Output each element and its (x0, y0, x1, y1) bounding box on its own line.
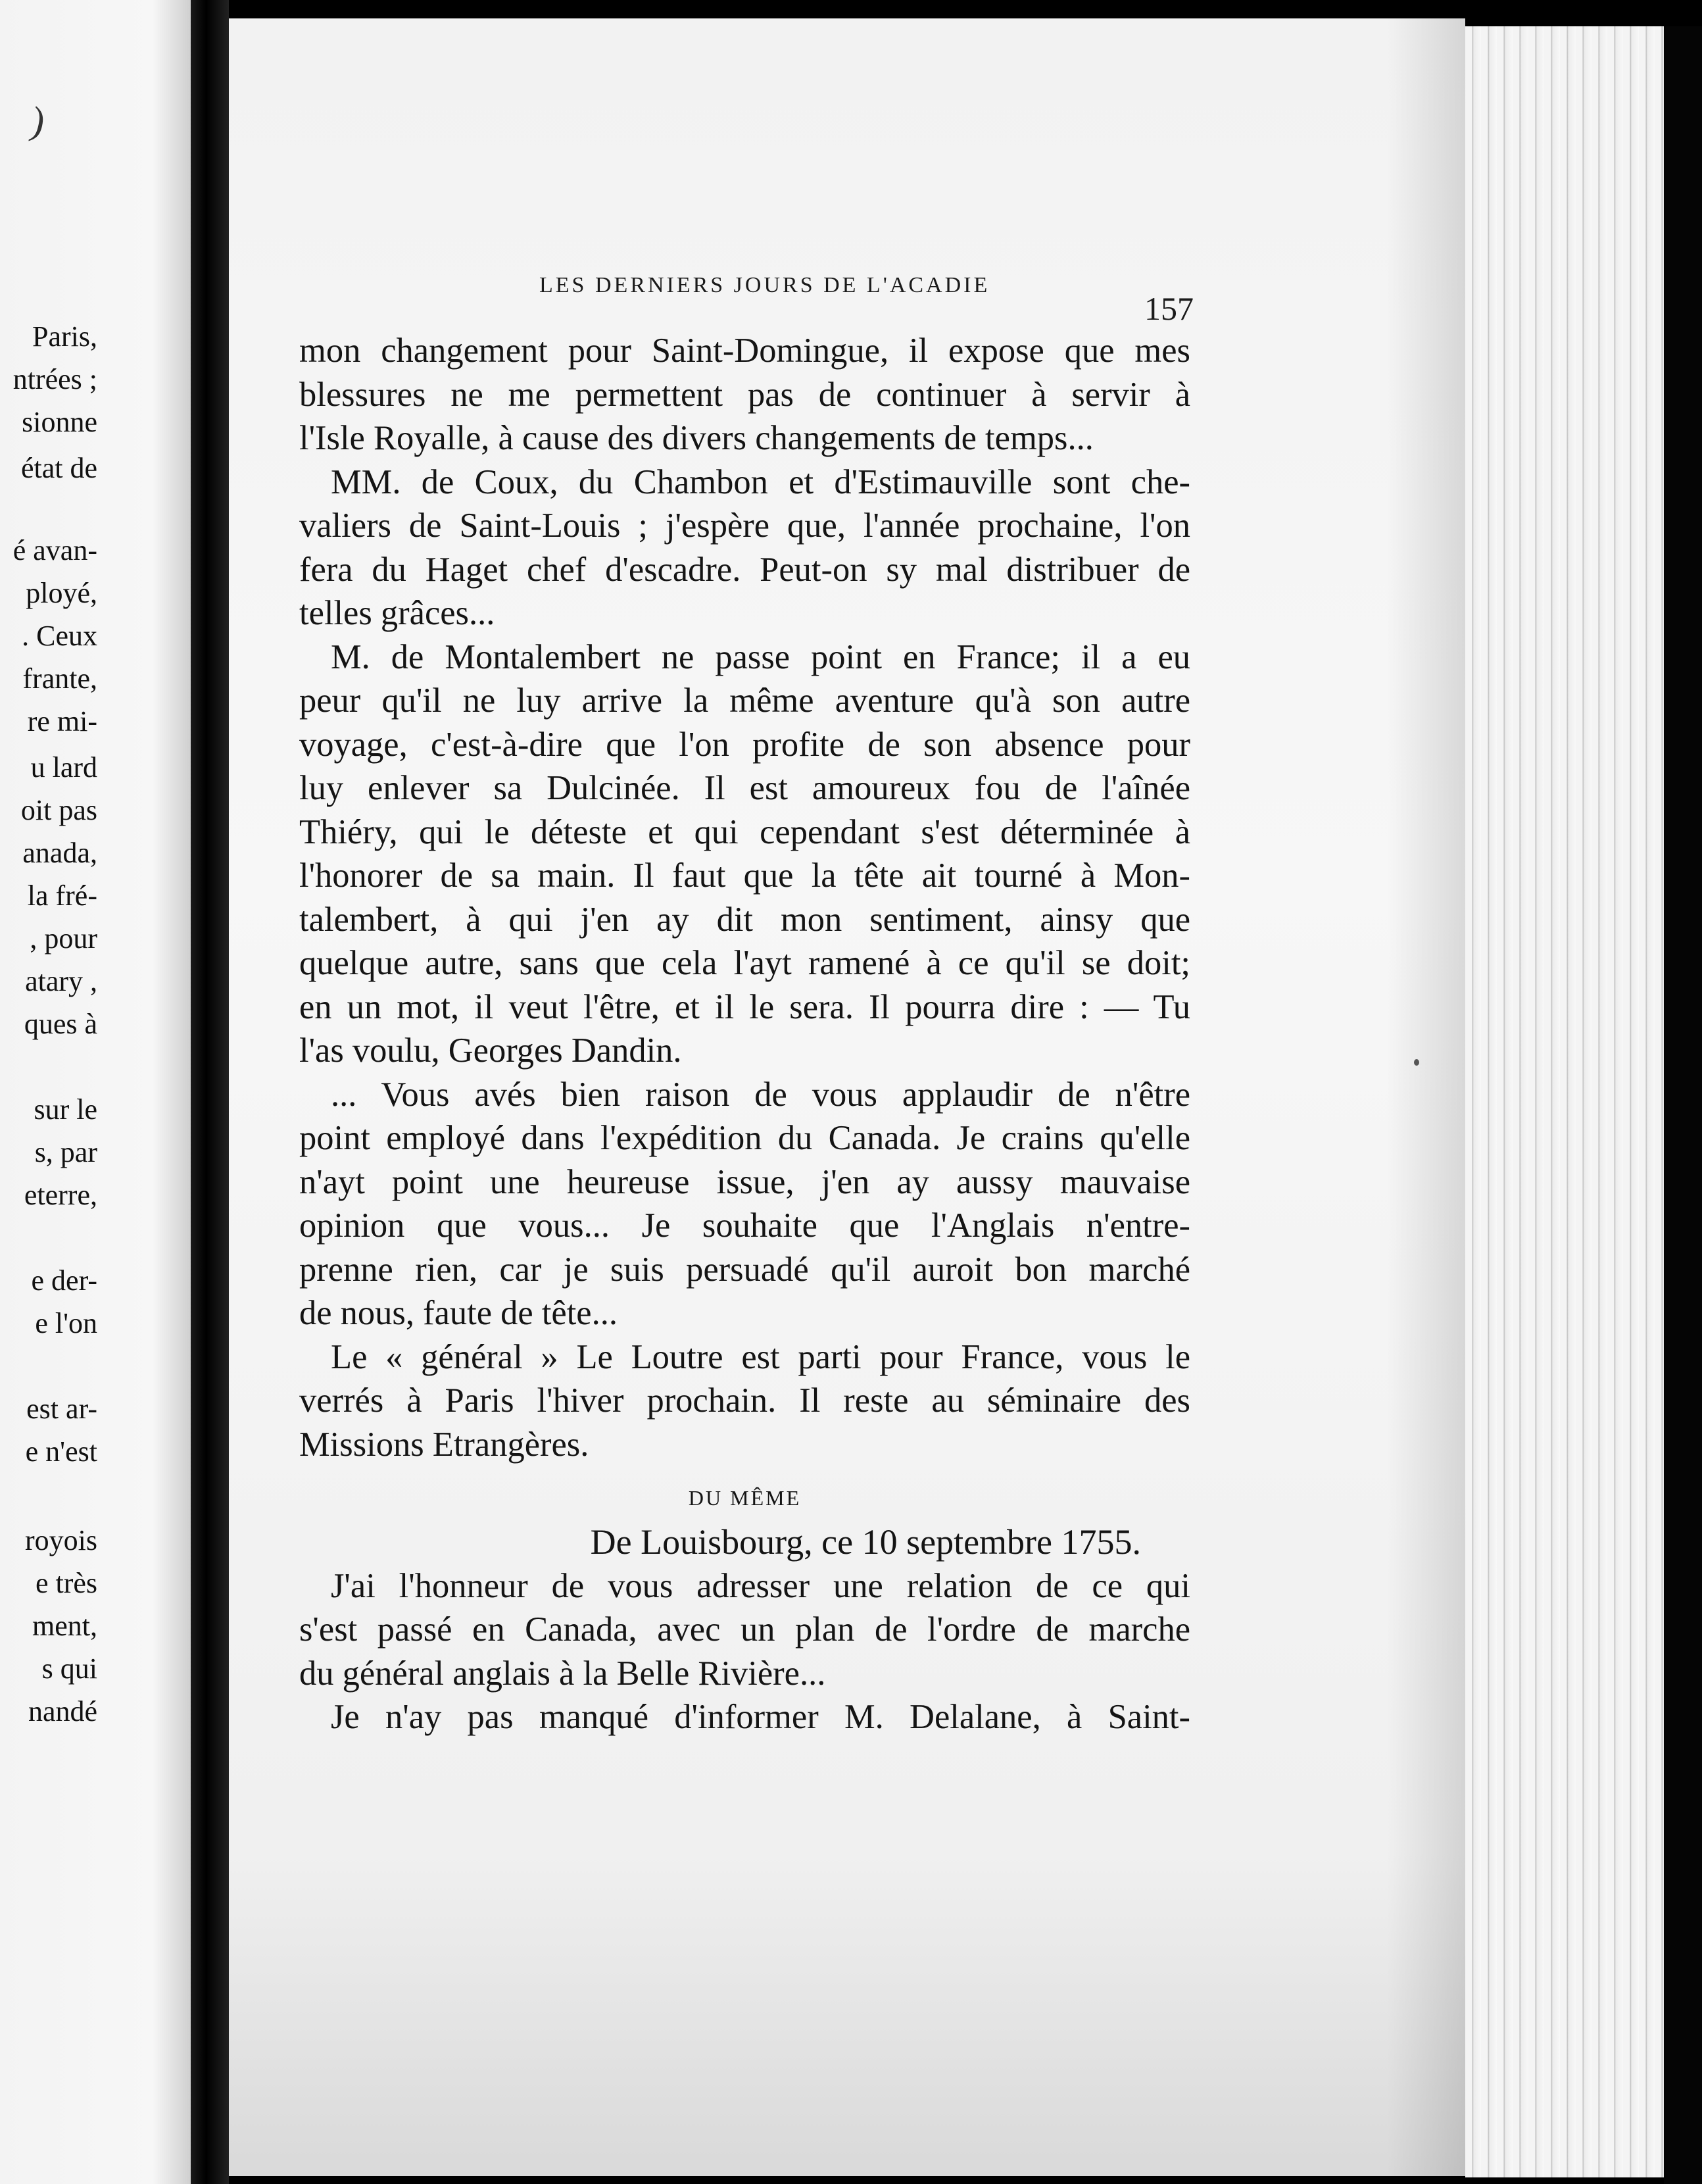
paragraph-2 (299, 460, 1190, 635)
left-page-line: . Ceux (22, 620, 97, 652)
text-line: Le « général » Le Loutre est parti pour France, vous le (331, 1337, 1190, 1376)
paragraph-6 (299, 1564, 1190, 1696)
left-page-line: anada, (22, 837, 97, 869)
text-line: blessures ne me permettent pas de continuer à servir à (299, 375, 1190, 414)
text-line: de nous, faute de tête... (299, 1294, 618, 1332)
left-page-line: u lard (30, 751, 97, 783)
text-line: verrés à Paris l'hiver prochain. Il reste au séminaire des (299, 1381, 1190, 1420)
text-line: M. de Montalembert ne passe point en France; il a eu (331, 637, 1190, 676)
dust-speck (1414, 1059, 1419, 1066)
left-facing-page (0, 0, 191, 2184)
left-page-line: e der- (31, 1264, 97, 1297)
left-page-line: , pour (30, 922, 97, 955)
text-line: talembert, à qui j'en ay dit mon sentiment, ainsy que (299, 900, 1190, 939)
text-line: l'honorer de sa main. Il faut que la tête ait tourné à Mon- (299, 856, 1190, 895)
text-line: l'Isle Royalle, à cause des divers changements de temps... (299, 419, 1094, 457)
left-page-line: s, par (34, 1136, 97, 1168)
text-line: MM. de Coux, du Chambon et d'Estimauville sont che- (331, 462, 1190, 501)
left-page-line: e l'on (35, 1307, 97, 1339)
text-line: telles grâces... (299, 594, 495, 632)
left-page-line: royois (25, 1524, 97, 1556)
text-line: Missions Etrangères. (299, 1425, 589, 1464)
text-line: Thiéry, qui le déteste et qui cependant s'est déterminée à (299, 812, 1190, 851)
page-number: 157 (1144, 290, 1194, 327)
text-line: du général anglais à la Belle Rivière... (299, 1654, 826, 1693)
text-line: luy enlever sa Dulcinée. Il est amoureux fou de l'aînée (299, 769, 1190, 807)
left-page-line: s qui (41, 1652, 97, 1685)
left-page-line: frante, (22, 662, 97, 695)
left-page-mark: ) (27, 98, 49, 144)
book-gutter (191, 0, 229, 2184)
left-page-line: ment, (32, 1610, 97, 1642)
left-page-line: sur le (34, 1093, 97, 1126)
left-page-line: ntrées ; (12, 363, 97, 395)
text-line: J'ai l'honneur de vous adresser une relation de ce qui (331, 1566, 1190, 1605)
paragraph-5 (299, 1335, 1190, 1467)
left-page-line: eterre, (24, 1179, 97, 1211)
left-page-line: é avan- (12, 534, 97, 566)
text-line: opinion que vous... Je souhaite que l'Anglais n'entre- (299, 1206, 1190, 1245)
paragraph-1 (299, 329, 1190, 460)
text-line: n'ayt point une heureuse issue, j'en ay aussy mauvaise (299, 1162, 1190, 1201)
left-page-line: atary , (25, 965, 97, 997)
text-line: fera du Haget chef d'escadre. Peut-on sy mal distribuer de (299, 550, 1190, 589)
dateline: De Louisbourg, ce 10 septembre 1755. (590, 1522, 1141, 1562)
text-line: quelque autre, sans que cela l'ayt ramené à ce qu'il se doit; (299, 944, 1190, 982)
left-page-line: nandé (28, 1695, 97, 1727)
paragraph-7 (299, 1695, 1190, 1739)
text-line: peur qu'il ne luy arrive la même aventure qu'à son autre (299, 682, 1190, 720)
text-line: Je n'ay pas manqué d'informer M. Delalane, à Saint- (331, 1698, 1190, 1736)
left-page-line: oit pas (20, 794, 97, 826)
section-heading: DU MÊME (688, 1486, 802, 1510)
paragraph-4 (299, 1073, 1190, 1335)
left-page-line: Paris, (32, 320, 97, 353)
running-header: LES DERNIERS JOURS DE L'ACADIE (539, 273, 990, 297)
left-page-line: la fré- (27, 880, 97, 912)
left-page-line: re mi- (27, 705, 97, 737)
left-page-line: ployé, (26, 577, 97, 609)
page-text (299, 329, 1190, 1739)
left-page-line: sionne (22, 406, 97, 438)
text-line: en un mot, il veut l'être, et il le sera. Il pourra dire : — Tu (299, 987, 1190, 1026)
text-line: mon changement pour Saint-Domingue, il expose que mes (299, 332, 1190, 370)
left-page-line: e n'est (25, 1435, 97, 1468)
text-line: voyage, c'est-à-dire que l'on profite de son absence pour (299, 725, 1190, 764)
text-line: ... Vous avés bien raison de vous applaudir de n'être (331, 1075, 1190, 1114)
text-line: point employé dans l'expédition du Canada. Je crains qu'elle (299, 1119, 1190, 1157)
text-line: l'as voulu, Georges Dandin. (299, 1031, 682, 1070)
page-edges (1465, 26, 1676, 2177)
paragraph-3 (299, 635, 1190, 1073)
left-page-line: ques à (24, 1008, 97, 1040)
left-page-line: état de (20, 452, 97, 484)
text-line: prenne rien, car je suis persuadé qu'il auroit bon marché (299, 1250, 1190, 1289)
left-page-line: est ar- (26, 1393, 97, 1425)
left-page-line: e très (35, 1567, 97, 1599)
text-line: s'est passé en Canada, avec un plan de l'ordre de marche (299, 1610, 1190, 1649)
text-line: valiers de Saint-Louis ; j'espère que, l'année prochaine, l'on (299, 507, 1190, 545)
